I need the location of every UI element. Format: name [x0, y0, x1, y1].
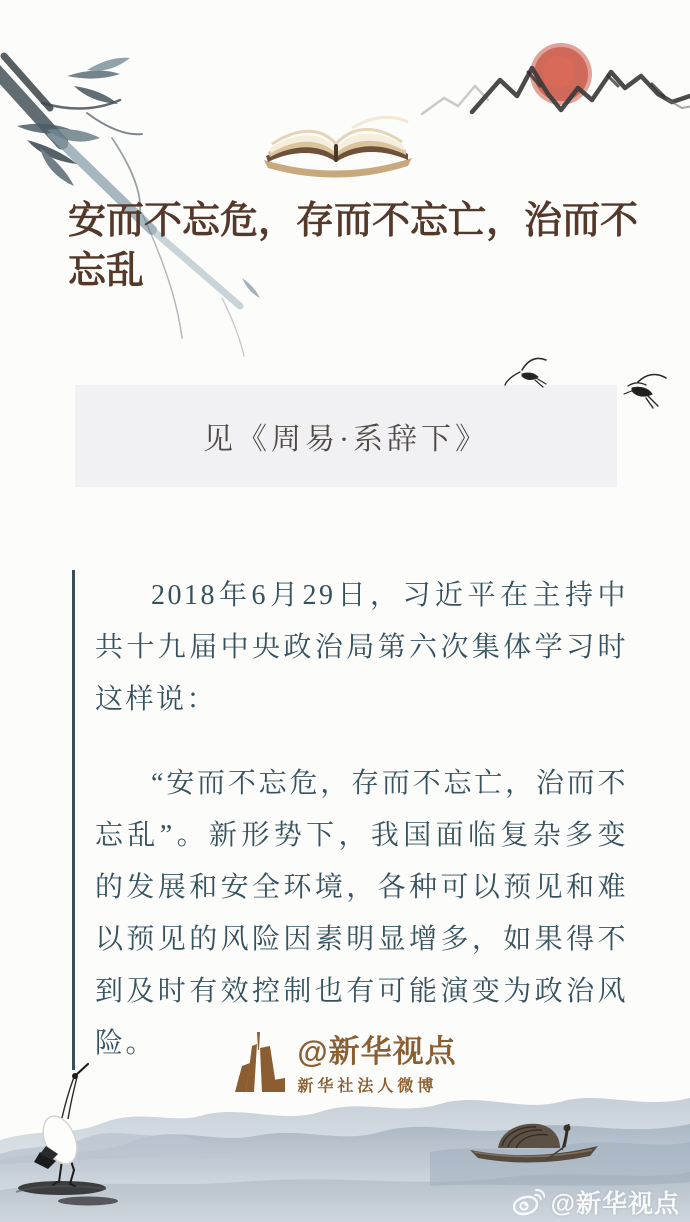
source-text: 见《周易·系辞下》 [203, 423, 489, 456]
body-paragraph-1: 2018年6月29日，习近平在主持中共十九届中央政治局第六次集体学习时这样说： [95, 580, 628, 715]
mountains-sun-icon [420, 22, 690, 138]
watermark-text: @新华视点 [550, 1190, 680, 1218]
bamboo-ink-icon [0, 8, 262, 358]
bird-icon [502, 352, 552, 396]
bird-icon [620, 368, 670, 412]
weibo-icon [513, 1189, 545, 1216]
weibo-watermark [513, 1184, 680, 1220]
boat-icon [468, 1112, 602, 1170]
page-title: 安而不忘危，存而不忘亡，治而不忘乱 [68, 200, 639, 292]
body-text-block [72, 570, 628, 1070]
source-box [75, 385, 617, 487]
body-paragraph-2: “安而不忘危，存而不忘亡，治而不忘乱”。新形势下，我国面临复杂多变的发展和安全环境，各种可以预见和难以预见的风险因素明显增多，如果得不到及时有效控制也有可能演变为政治风险。 [95, 768, 628, 1059]
footer-subtitle: 新华社法人微博 [297, 1077, 438, 1095]
crane-icon [12, 1062, 124, 1210]
footer-handle: @新华视点 [297, 1033, 457, 1069]
open-book-icon [256, 102, 420, 186]
